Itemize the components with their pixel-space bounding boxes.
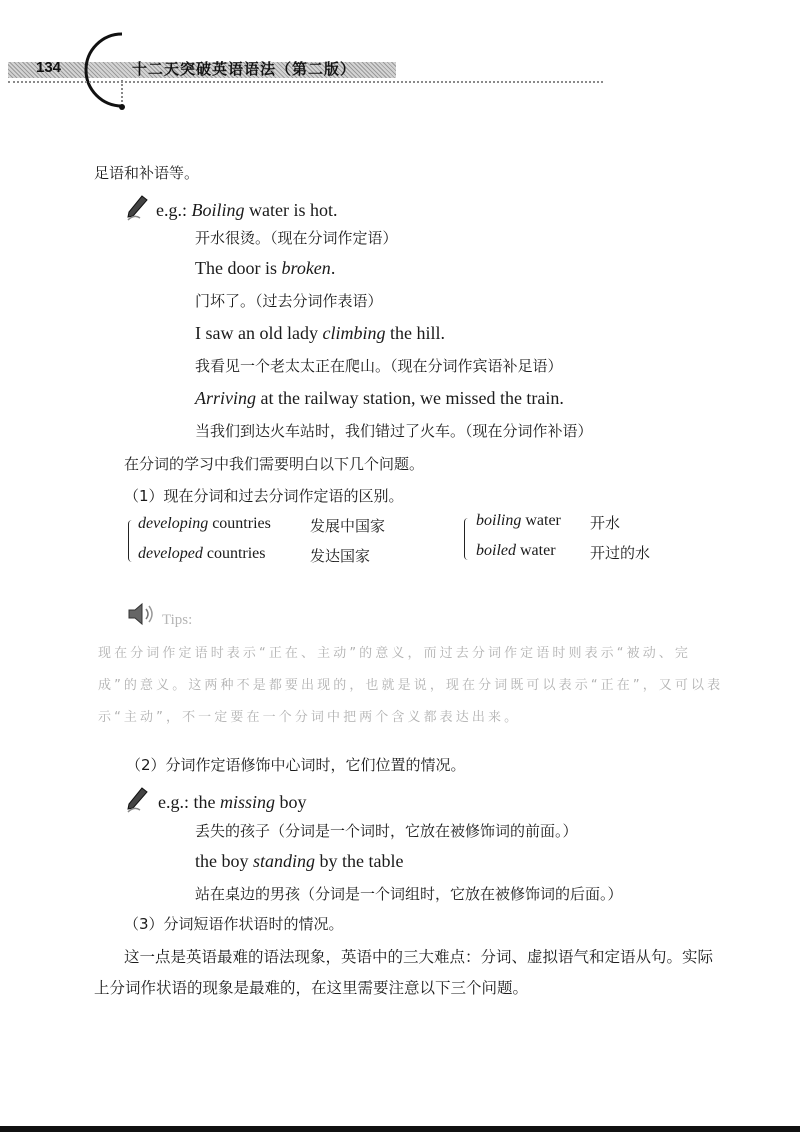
left-brace bbox=[128, 520, 135, 562]
example2-2-cn: 站在桌边的男孩（分词是一个词组时，它放在被修饰词的后面。） bbox=[195, 885, 623, 903]
example2-2-post: by the table bbox=[315, 851, 404, 871]
compare-left-1-rest: countries bbox=[208, 515, 271, 532]
page-number: 134 bbox=[36, 59, 62, 76]
compare-right-1-rest: water bbox=[521, 512, 561, 529]
compare-left-1-italic: developing bbox=[138, 515, 209, 532]
example2-2-italic: standing bbox=[253, 851, 316, 871]
example-2-cn: 门坏了。（过去分词作表语） bbox=[195, 292, 383, 310]
compare-left-2-en bbox=[138, 545, 266, 563]
tips-line-2: 成”的意义。这两种不是都要出现的，也就是说，现在分词既可以表示“正在”，又可以表 bbox=[98, 678, 724, 693]
example2-1-pre: the bbox=[193, 792, 220, 812]
closing-line-1: 这一点是英语最难的语法现象，英语中的三大难点：分词、虚拟语气和定语从句。实际 bbox=[124, 948, 714, 966]
example2-1-cn: 丢失的孩子（分词是一个词时，它放在被修饰词的前面。） bbox=[195, 822, 578, 840]
example-3-italic: climbing bbox=[322, 323, 386, 343]
example-1-cn: 开水很烫。（现在分词作定语） bbox=[195, 229, 398, 247]
tips-label: Tips: bbox=[162, 612, 193, 628]
compare-left-2-cn: 发达国家 bbox=[310, 547, 371, 565]
example-3-en bbox=[195, 322, 445, 344]
header-dotted-rule bbox=[8, 81, 603, 83]
compare-right-2-italic: boiled bbox=[476, 542, 516, 559]
question-3: （3）分词短语作状语时的情况。 bbox=[124, 915, 344, 933]
example-2-italic: broken bbox=[281, 258, 331, 278]
compare-right-2-cn: 开过的水 bbox=[590, 544, 651, 562]
closing-line-2: 上分词作状语的现象是最难的，在这里需要注意以下三个问题。 bbox=[94, 979, 529, 997]
example-1-en bbox=[156, 199, 337, 221]
compare-left-1-cn: 发展中国家 bbox=[310, 517, 386, 535]
pencil-icon bbox=[124, 194, 150, 222]
example-1-rest: water is hot. bbox=[244, 200, 338, 220]
question-2: （2）分词作定语修饰中心词时，它们位置的情况。 bbox=[126, 756, 466, 774]
example2-1-post: boy bbox=[275, 792, 307, 812]
example-3-pre: I saw an old lady bbox=[195, 323, 323, 343]
example-2-en bbox=[195, 257, 335, 279]
example-4-en bbox=[195, 387, 564, 409]
book-title: 十二天突破英语语法（第二版） bbox=[132, 60, 357, 78]
example-2-pre: The door is bbox=[195, 258, 282, 278]
example2-2-pre: the boy bbox=[195, 851, 253, 871]
compare-left-2-italic: developed bbox=[138, 545, 203, 562]
compare-left-1-en bbox=[138, 515, 271, 533]
example-4-cn: 当我们到达火车站时，我们错过了火车。（现在分词作补语） bbox=[195, 422, 593, 440]
compare-right-1-en bbox=[476, 512, 561, 530]
question-1: （1）现在分词和过去分词作定语的区别。 bbox=[124, 487, 404, 505]
pencil-icon bbox=[124, 786, 150, 814]
example-4-italic: Arriving bbox=[195, 388, 256, 408]
example2-1-italic: missing bbox=[220, 792, 276, 812]
example-2-post: . bbox=[330, 258, 336, 278]
example-4-rest: at the railway station, we missed the train. bbox=[256, 388, 564, 408]
compare-right-2-rest: water bbox=[516, 542, 556, 559]
compare-right-2-en bbox=[476, 542, 556, 560]
footer-rule bbox=[0, 1126, 800, 1132]
tips-line-1: 现在分词作定语时表示“正在、主动”的意义，而过去分词作定语时则表示“被动、完 bbox=[98, 646, 692, 661]
right-brace bbox=[464, 518, 471, 560]
example2-2-en bbox=[195, 850, 404, 872]
example-1-italic: Boiling bbox=[191, 200, 245, 220]
tips-line-3: 示“主动”，不一定要在一个分词中把两个含义都表达出来。 bbox=[98, 710, 521, 725]
example-3-cn: 我看见一个老太太正在爬山。（现在分词作宾语补足语） bbox=[195, 357, 563, 375]
speaker-icon bbox=[126, 600, 158, 628]
eg-prefix: e.g.: bbox=[156, 200, 187, 220]
continuation-text: 足语和补语等。 bbox=[94, 164, 200, 182]
example-3-post: the hill. bbox=[385, 323, 445, 343]
eg-prefix-2: e.g.: bbox=[158, 792, 189, 812]
example2-1-en bbox=[158, 791, 307, 813]
compare-right-1-cn: 开水 bbox=[590, 514, 621, 532]
compare-right-1-italic: boiling bbox=[476, 512, 522, 529]
compare-left-2-rest: countries bbox=[202, 545, 266, 562]
intro-questions: 在分词的学习中我们需要明白以下几个问题。 bbox=[124, 455, 425, 473]
